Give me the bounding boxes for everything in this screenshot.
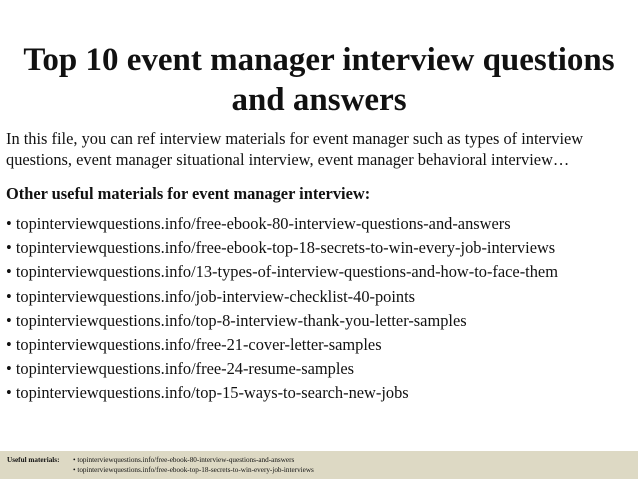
material-link[interactable]: • topinterviewquestions.info/top-8-interview-thank-you-letter-samples [6, 309, 634, 333]
slide-title: Top 10 event manager interview questions and answers [23, 42, 615, 118]
material-link[interactable]: • topinterviewquestions.info/13-types-of-interview-questions-and-how-to-face-them [6, 260, 634, 284]
footer-label: Useful materials: [7, 456, 60, 464]
materials-list [6, 212, 634, 406]
footer-bar [0, 451, 638, 479]
material-link[interactable]: • topinterviewquestions.info/free-ebook-80-interview-questions-and-answers [6, 212, 634, 236]
footer-link[interactable]: • topinterviewquestions.info/free-ebook-80-interview-questions-and-answers [73, 456, 314, 466]
material-link[interactable]: • topinterviewquestions.info/free-21-cover-letter-samples [6, 333, 634, 357]
intro-paragraph: In this file, you can ref interview materials for event manager such as types of interview questions, event manager situational interview, event manager behavioral interview… [6, 129, 584, 169]
material-link[interactable]: • topinterviewquestions.info/top-15-ways-to-search-new-jobs [6, 381, 634, 405]
material-link[interactable]: • topinterviewquestions.info/free-24-resume-samples [6, 357, 634, 381]
materials-heading: Other useful materials for event manager interview: [6, 184, 371, 203]
material-link[interactable]: • topinterviewquestions.info/job-interview-checklist-40-points [6, 285, 634, 309]
footer-link[interactable]: • topinterviewquestions.info/free-ebook-top-18-secrets-to-win-every-job-interviews [73, 466, 314, 476]
material-link[interactable]: • topinterviewquestions.info/free-ebook-top-18-secrets-to-win-every-job-interviews [6, 236, 634, 260]
footer-links [73, 456, 314, 475]
